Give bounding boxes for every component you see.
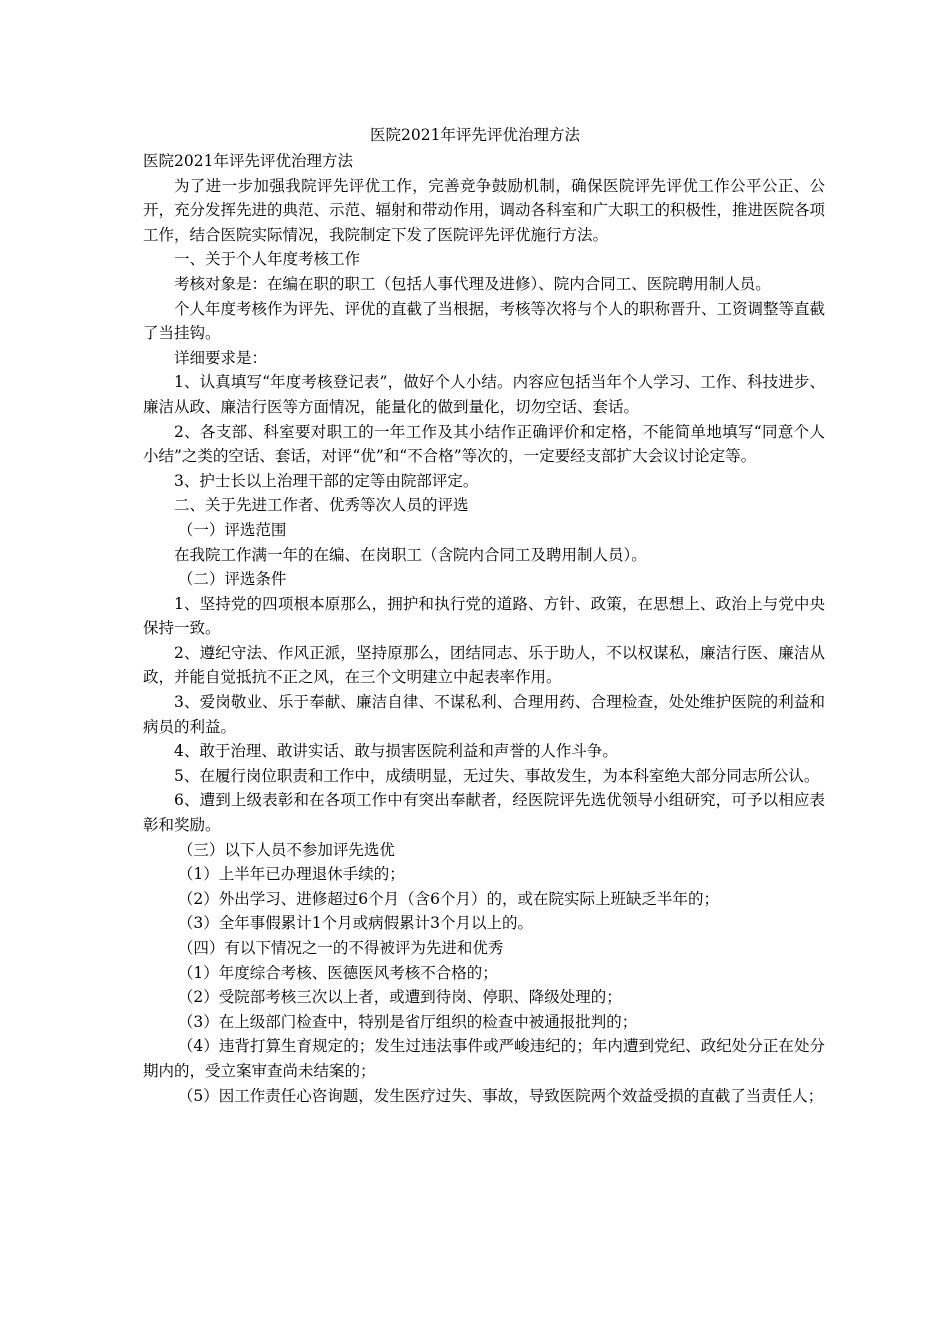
- intro-paragraph: 为了进一步加强我院评先评优工作，完善竞争鼓励机制，确保医院评先评优工作公平公正、公开，充分发挥先进的典范、示范、辐射和带动作用，调动各科室和广大职工的积极性，推进医院各项工作，结合医院实际情况，我院制定下发了医院评先评优施行方法。: [143, 176, 826, 244]
- document-title: 医院2021年评先评优治理方法: [370, 126, 580, 144]
- condition-item-6: 6、遭到上级表彰和在各项工作中有突出奉献者，经医院评先选优领导小组研究，可予以相应表彰和奖励。: [143, 791, 825, 835]
- requirement-item-3: 3、护士长以上治理干部的定等由院部评定。: [174, 471, 479, 490]
- subsection-heading-conditions: （二）评选条件: [177, 570, 287, 589]
- excluded-item-2: （2）外出学习、进修超过6个月（含6个月）的，或在院实际上班缺乏半年的；: [177, 889, 719, 908]
- condition-item-4: 4、敢于治理、敢讲实话、敢与损害医院利益和声誉的人作斗争。: [174, 742, 618, 761]
- disqualified-item-4: （4）违背打算生育规定的；发生过违法事件或严峻违纪的；年内遭到党纪、政纪处分正在处分期内的，受立案审查尚未结案的；: [143, 1037, 825, 1080]
- disqualified-item-3: （3）在上级部门检查中，特别是省厅组织的检查中被通报批判的；: [177, 1012, 638, 1031]
- excluded-item-3: （3）全年事假累计1个月或病假累计3个月以上的。: [177, 914, 533, 933]
- section-heading-annual-review: 一、关于个人年度考核工作: [174, 250, 361, 269]
- requirement-item-1: 1、认真填写“年度考核登记表”，做好个人小结。内容应包括当年个人学习、工作、科技进步、廉洁从政、廉洁行医等方面情况，能量化的做到量化，切勿空话、套话。: [143, 373, 825, 416]
- document-subtitle: 医院2021年评先评优治理方法: [143, 152, 353, 170]
- subsection-heading-excluded: （三）以下人员不参加评先选优: [177, 840, 395, 859]
- condition-item-2: 2、遵纪守法、作风正派，坚持原那么，团结同志、乐于助人，不以权谋私，廉洁行医、廉洁从政，并能自觉抵抗不正之风，在三个文明建立中起表率作用。: [143, 643, 825, 687]
- excluded-item-1: （1）上半年已办理退休手续的；: [177, 865, 405, 884]
- disqualified-item-2: （2）受院部考核三次以上者，或遭到待岗、停职、降级处理的；: [177, 988, 622, 1007]
- scope-paragraph: 在我院工作满一年的在编、在岗职工（含院内合同工及聘用制人员）。: [174, 545, 647, 564]
- condition-item-3: 3、爱岗敬业、乐于奉献、廉洁自律、不谋私利、合理用药、合理检查，处处维护医院的利益和病员的利益。: [143, 693, 825, 736]
- condition-item-1: 1、坚持党的四项根本原那么，拥护和执行党的道路、方针、政策，在思想上、政治上与党中央保持一致。: [143, 594, 825, 638]
- subsection-heading-scope: （一）评选范围: [177, 520, 287, 539]
- condition-item-5: 5、在履行岗位职责和工作中，成绩明显，无过失、事故发生，为本科室绝大部分同志所公认。: [174, 766, 820, 785]
- requirements-heading: 详细要求是：: [174, 348, 268, 367]
- review-targets-paragraph: 考核对象是：在编在职的职工（包括人事代理及进修）、院内合同工、医院聘用制人员。: [174, 274, 771, 293]
- requirement-item-2: 2、各支部、科室要对职工的一年工作及其小结作正确评价和定格，不能简单地填写“同意个人小结”之类的空话、套话，对评“优”和“不合格”等次的，一定要经支部扩大会议讨论定等。: [143, 422, 825, 466]
- review-basis-paragraph: 个人年度考核作为评先、评优的直截了当根据，考核等次将与个人的职称晋升、工资调整等直截了当挂钩。: [143, 299, 826, 343]
- section-heading-advanced-workers: 二、关于先进工作者、优秀等次人员的评选: [174, 496, 469, 515]
- disqualified-item-1: （1）年度综合考核、医德医风考核不合格的；: [177, 963, 498, 982]
- disqualified-item-5: （5）因工作责任心咨询题，发生医疗过失、事故，导致医院两个效益受损的直截了当责任人；: [177, 1086, 824, 1105]
- subsection-heading-disqualified: （四）有以下情况之一的不得被评为先进和优秀: [177, 939, 504, 957]
- document-body: [143, 149, 825, 1108]
